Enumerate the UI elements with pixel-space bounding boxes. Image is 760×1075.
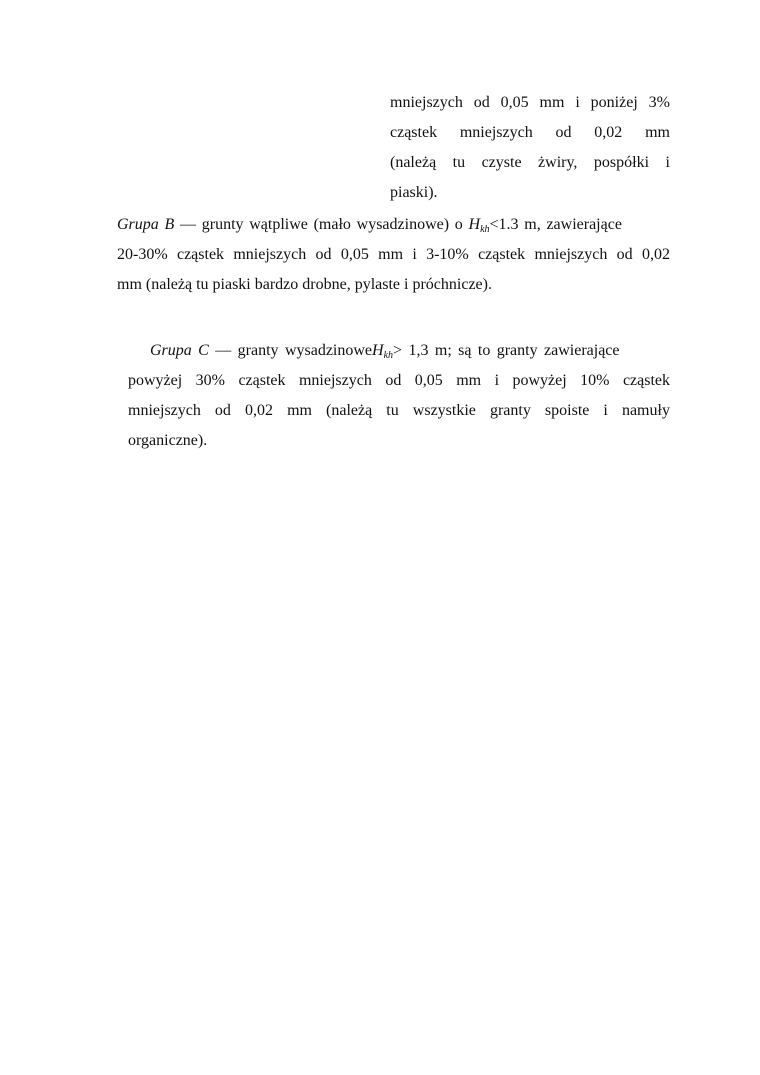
group-c-line-4-text: organiczne). bbox=[128, 432, 208, 449]
word: i bbox=[575, 94, 580, 111]
word: pospółki bbox=[593, 154, 650, 171]
group-c-label: Grupa C bbox=[150, 342, 209, 359]
word: i bbox=[665, 154, 670, 171]
group-c-line-1-content bbox=[150, 336, 620, 366]
group-b-variable bbox=[469, 216, 490, 233]
group-c-line-2-text: powyżej 30% cząstek mniejszych od 0,05 mm i powyżej 10% cząstek bbox=[128, 372, 671, 389]
group-c-text-after: > 1,3 m; są to granty zawierające bbox=[393, 342, 620, 359]
group-b-line-1-content bbox=[117, 210, 622, 240]
word: 3% bbox=[648, 94, 670, 111]
group-c-line-3-text: mniejszych od 0,02 mm (należą tu wszystkie granty spoiste i namuły bbox=[128, 402, 670, 419]
group-b-label: Grupa B bbox=[117, 216, 175, 233]
group-c-line-1 bbox=[128, 336, 670, 366]
group-a-line-1 bbox=[390, 88, 670, 118]
group-c-paragraph bbox=[128, 336, 670, 456]
group-a-continuation bbox=[390, 88, 670, 208]
group-a-line-3 bbox=[390, 148, 670, 178]
word: od bbox=[555, 124, 572, 141]
word: mm bbox=[645, 124, 670, 141]
group-a-line-2 bbox=[390, 118, 670, 148]
group-c-variable bbox=[372, 342, 393, 359]
group-a-line-4 bbox=[390, 178, 670, 208]
group-c-var-subscript: kh bbox=[383, 350, 394, 361]
group-b-line-3 bbox=[117, 270, 670, 300]
group-b-line-2 bbox=[117, 240, 670, 270]
word: mniejszych bbox=[459, 124, 533, 141]
group-b-line-1 bbox=[117, 210, 670, 240]
word: od bbox=[473, 94, 490, 111]
group-c-line-2 bbox=[128, 366, 670, 396]
group-b-text-after: <1.3 m, zawierające bbox=[489, 216, 622, 233]
group-b-var-symbol: H bbox=[468, 216, 481, 233]
group-c-line-3 bbox=[128, 396, 670, 426]
group-c-line-4 bbox=[128, 426, 670, 456]
word: mm bbox=[539, 94, 565, 111]
word: 0,05 bbox=[500, 94, 529, 111]
word: żwiry, bbox=[538, 154, 578, 171]
group-b-line-3-text: mm (należą tu piaski bardzo drobne, pylaste i próchnicze). bbox=[117, 276, 492, 293]
group-c-var-symbol: H bbox=[372, 342, 384, 359]
word: piaski). bbox=[390, 184, 438, 201]
word: 0,02 bbox=[594, 124, 623, 141]
word: tu bbox=[452, 154, 466, 171]
group-b-paragraph bbox=[117, 210, 670, 300]
word: cząstek bbox=[390, 124, 438, 141]
group-c-text-before: — granty wysadzinowe bbox=[215, 342, 373, 359]
word: mniejszych bbox=[390, 94, 463, 111]
word: (należą bbox=[390, 154, 437, 171]
group-b-var-subscript: kh bbox=[480, 224, 490, 235]
group-b-line-2-text: 20-30% cząstek mniejszych od 0,05 mm i 3-10% cząstek mniejszych od 0,02 bbox=[117, 246, 670, 263]
group-b-text-before: — grunty wątpliwe (mało wysadzinowe) o bbox=[180, 216, 463, 233]
word: poniżej bbox=[590, 94, 638, 111]
word: czyste bbox=[481, 154, 522, 171]
